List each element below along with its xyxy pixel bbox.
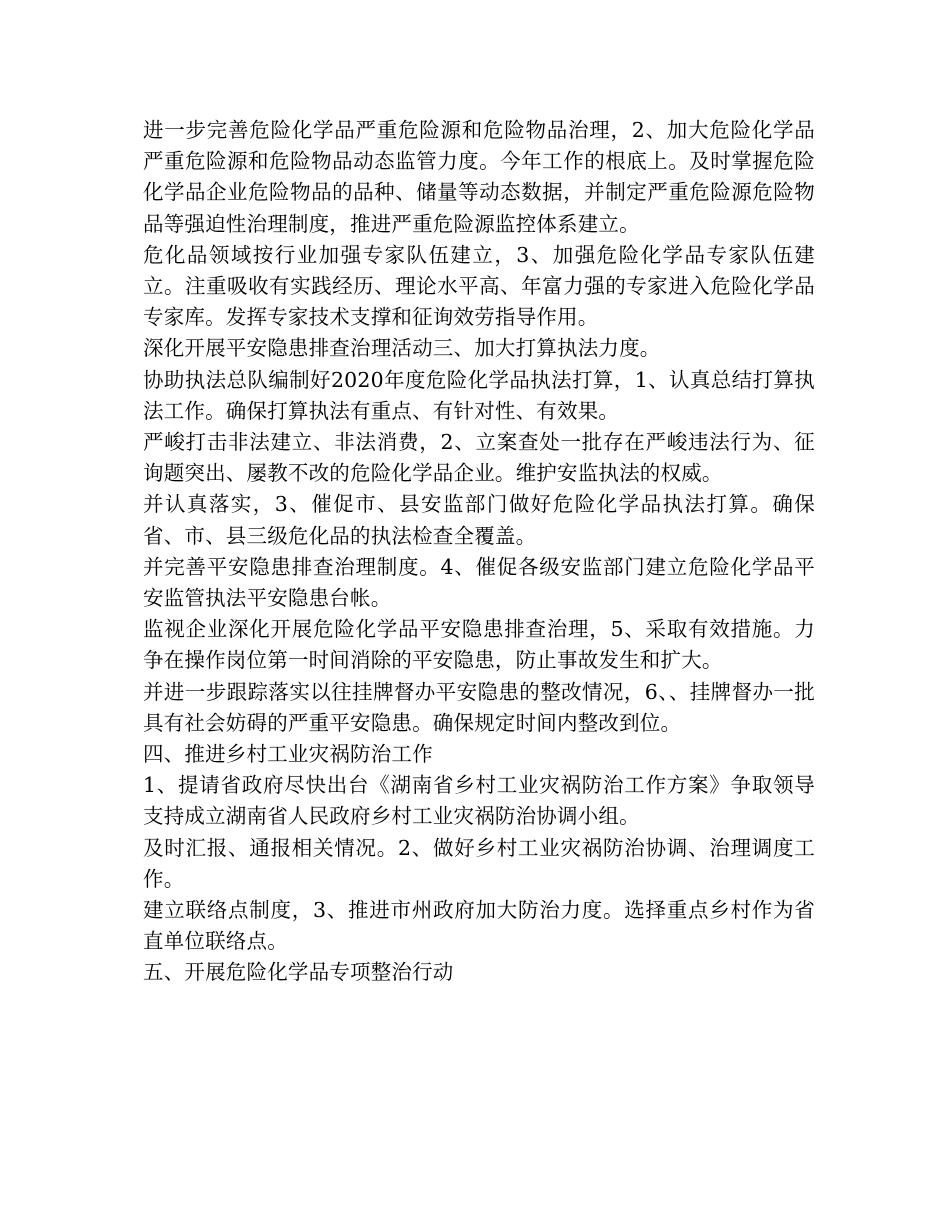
paragraph-2: 危化品领域按行业加强专家队伍建立，3、加强危险化学品专家队伍建立。注重吸收有实践经历、理论水平高、年富力强的专家进入危险化学品专家库。发挥专家技术支撑和征询效劳指导作用。 [143,242,815,330]
document-body [143,115,815,989]
section-heading-5: 五、开展危险化学品专项整治行动 [143,960,454,985]
paragraph-8: 监视企业深化开展危险化学品平安隐患排查治理，5、采取有效措施。力争在操作岗位第一时间消除的平安隐患，防止事故发生和扩大。 [143,617,815,673]
paragraph-10: 1、提请省政府尽快出台《湖南省乡村工业灾祸防治工作方案》争取领导支持成立湖南省人民政府乡村工业灾祸防治协调小组。 [143,773,815,829]
paragraph-1: 进一步完善危险化学品严重危险源和危险物品治理，2、加大危险化学品严重危险源和危险物品动态监管力度。今年工作的根底上。及时掌握危险化学品企业危险物品的品种、储量等动态数据，并制定严重危险源危险物品等强迫性治理制度，推进严重危险源监控体系建立。 [143,118,815,236]
paragraph-11: 及时汇报、通报相关情况。2、做好乡村工业灾祸防治协调、治理调度工作。 [143,835,815,891]
section-heading-4: 四、推进乡村工业灾祸防治工作 [143,742,433,767]
paragraph-9: 并进一步跟踪落实以往挂牌督办平安隐患的整改情况，6、、挂牌督办一批具有社会妨碍的严重平安隐患。确保规定时间内整改到位。 [143,679,815,735]
paragraph-5: 严峻打击非法建立、非法消费，2、立案查处一批存在严峻违法行为、征询题突出、屡教不改的危险化学品企业。维护安监执法的权威。 [143,430,815,486]
paragraph-3: 深化开展平安隐患排查治理活动三、加大打算执法力度。 [143,336,661,361]
paragraph-4: 协助执法总队编制好2020年度危险化学品执法打算，1、认真总结打算执法工作。确保打算执法有重点、有针对性、有效果。 [143,367,815,423]
paragraph-7: 并完善平安隐患排查治理制度。4、催促各级安监部门建立危险化学品平安监管执法平安隐患台帐。 [143,554,815,611]
paragraph-12: 建立联络点制度，3、推进市州政府加大防治力度。选择重点乡村作为省直单位联络点。 [143,898,815,954]
paragraph-6: 并认真落实，3、催促市、县安监部门做好危险化学品执法打算。确保省、市、县三级危化品的执法检查全覆盖。 [143,492,815,548]
